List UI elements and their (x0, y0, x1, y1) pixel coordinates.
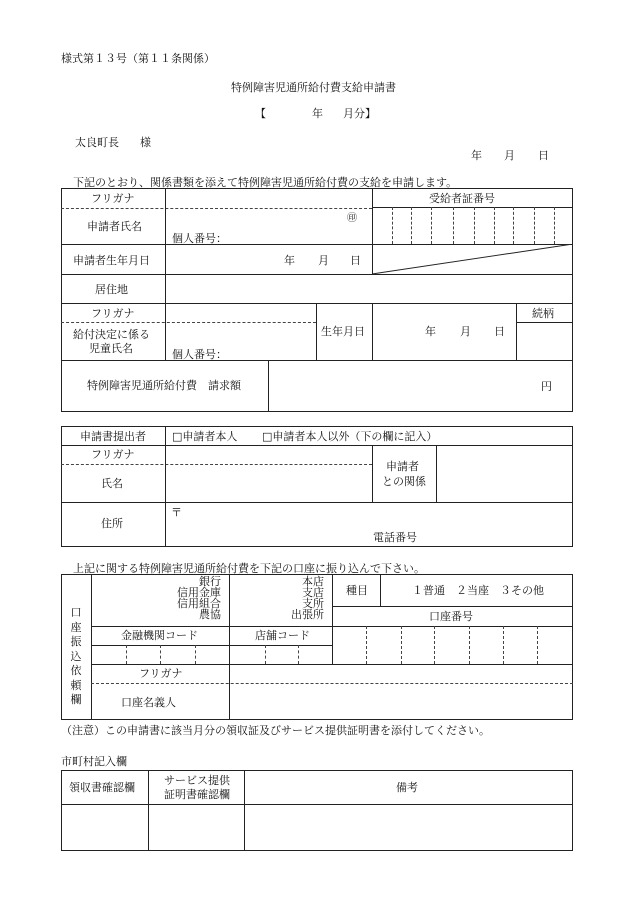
applicant-birth-day: 日 (350, 254, 361, 267)
bank-intro-text: 上記に関する特例障害児通所給付費を下記の口座に振り込んで下さい。 (73, 562, 425, 575)
submitter-name-label: 氏名 (101, 477, 123, 490)
form-title: 特例障害児通所給付費支給申請書 (231, 81, 396, 94)
account-kind-options: １普通 ２当座 ３その他 (412, 584, 544, 597)
form-number: 様式第１３号（第１１条関係） (61, 52, 215, 65)
service-proof-label-1: サービス提供 (164, 774, 230, 787)
applicant-personal-number-label: 個人番号： (172, 232, 227, 245)
child-name-label-2: 児童氏名 (89, 342, 133, 355)
bank-side-label: 口 座 振 込 依 頼 欄 (70, 606, 82, 706)
applicant-furigana-label: フリガナ (91, 192, 135, 205)
institution-types: 銀行 信用金庫 信用組合 農協 (177, 575, 221, 621)
account-holder-label: 口座名義人 (121, 696, 176, 709)
municipal-section-title: 市町村記入欄 (61, 755, 127, 768)
postal-mark: 〒 (171, 506, 182, 519)
submitter-label: 申請書提出者 (80, 430, 146, 443)
submitter-relation-label-1: 申請者 (386, 460, 419, 473)
child-birth-day: 日 (494, 325, 505, 338)
claim-label: 特例障害児通所給付費 請求額 (87, 379, 241, 392)
period-month: 月分】 (343, 107, 376, 120)
child-birthdate-label: 生年月日 (321, 325, 365, 338)
child-birth-month: 月 (460, 325, 471, 338)
applicant-birth-month: 月 (318, 254, 329, 267)
submitter-furigana-label: フリガナ (91, 448, 135, 461)
relation-label: 続柄 (532, 307, 554, 320)
municipal-table (61, 770, 573, 851)
phone-label: 電話番号 (373, 531, 417, 544)
child-furigana-label: フリガナ (91, 307, 135, 320)
holder-furigana-label: フリガナ (139, 667, 183, 680)
residence-label: 居住地 (95, 283, 128, 296)
child-birth-year: 年 (425, 325, 436, 338)
account-number-label: 口座番号 (429, 610, 473, 623)
recipient-number-label: 受給者証番号 (429, 192, 495, 205)
submitter-address-label: 住所 (101, 517, 123, 530)
submitter-relation-label-2: との関係 (382, 475, 426, 488)
applicant-name-label: 申請者氏名 (87, 220, 142, 233)
date-month: 月 (504, 149, 515, 162)
claim-unit: 円 (541, 380, 552, 393)
addressee-honorific: 様 (140, 136, 151, 149)
diagonal-strike (372, 244, 573, 274)
receipt-check-label: 領収書確認欄 (69, 781, 135, 794)
institution-code-label: 金融機関コード (121, 629, 198, 642)
period-open: 【 (255, 107, 266, 120)
addressee-town: 太良町長 (75, 136, 119, 149)
child-personal-number-label: 個人番号： (172, 348, 227, 361)
attachment-note: （注意）この申請書に該当月分の領収証及びサービス提供証明書を添付してください。 (61, 724, 490, 737)
submitter-other-checkbox[interactable]: □申請者本人以外（下の欄に記入） (262, 430, 438, 443)
remarks-label: 備考 (396, 781, 418, 794)
child-name-label-1: 給付決定に係る (73, 328, 150, 341)
seal-mark: ㊞ (347, 213, 357, 224)
submitter-self-checkbox[interactable]: □申請者本人 (172, 430, 238, 443)
branch-types: 本店 支店 支所 出張所 (291, 575, 324, 621)
intro-text: 下記のとおり、関係書類を添えて特例障害児通所給付費の支給を申請します。 (73, 176, 458, 189)
period-year: 年 (312, 107, 323, 120)
applicant-birth-year: 年 (284, 254, 295, 267)
date-day: 日 (538, 149, 549, 162)
applicant-birthdate-label: 申請者生年月日 (73, 254, 150, 267)
date-year: 年 (471, 149, 482, 162)
account-kind-label: 種目 (346, 584, 368, 597)
service-proof-label-2: 証明書確認欄 (164, 788, 230, 801)
branch-code-label: 店舗コード (255, 629, 310, 642)
